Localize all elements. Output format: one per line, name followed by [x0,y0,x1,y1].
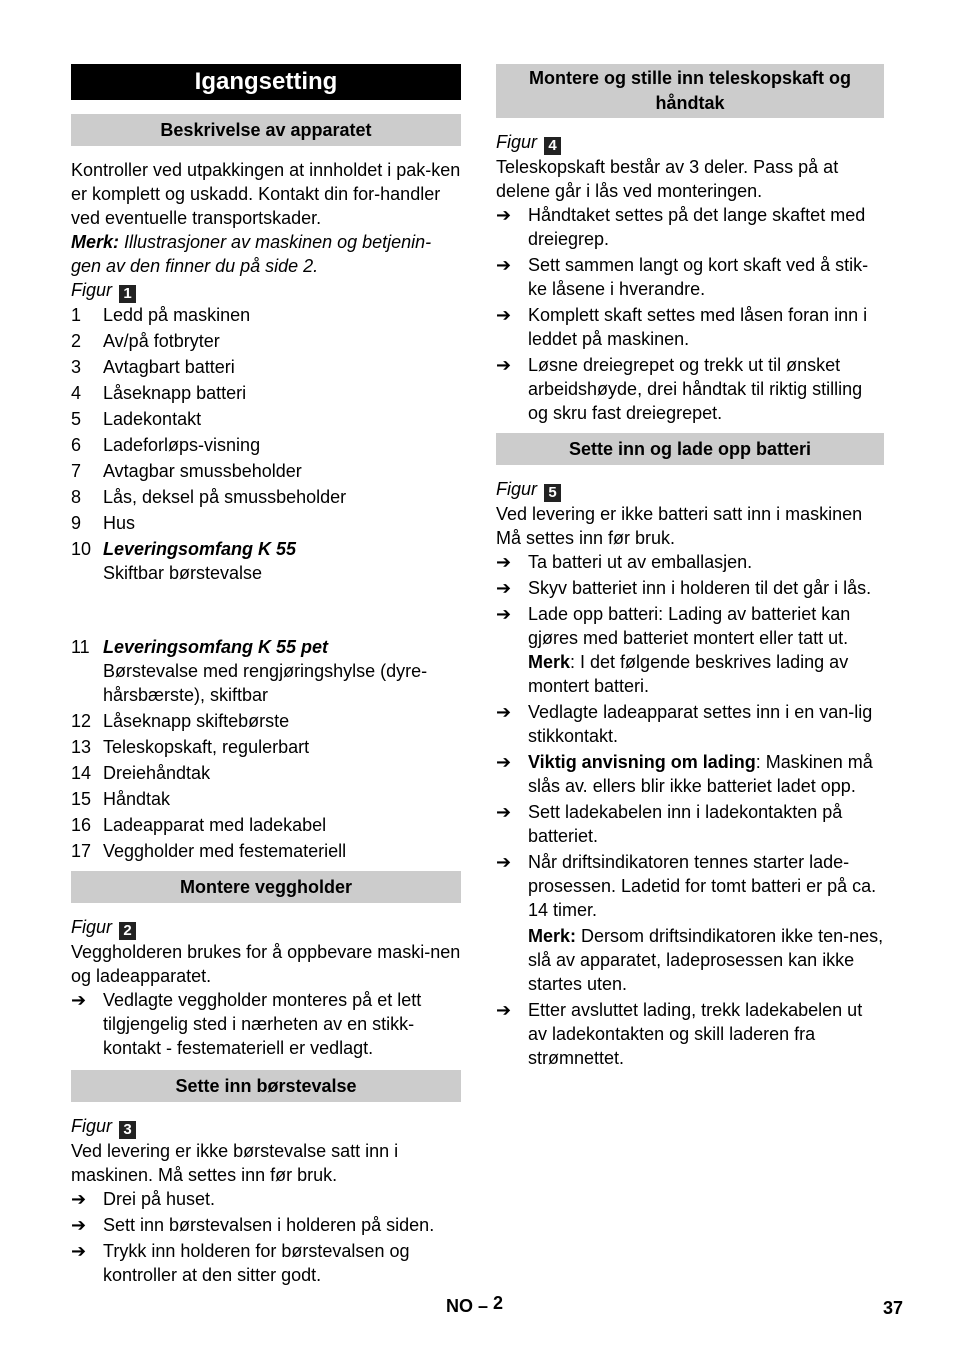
arrow-right-icon: ➔ [496,255,512,275]
item-label: Låseknapp batteri [103,383,247,403]
parts-list-delivery [71,537,461,707]
item-label: Leveringsomfang K 55 pet [103,637,329,657]
list-item [71,381,461,405]
list-item [71,355,461,379]
item-number: 1 [71,305,82,325]
step-text: Sett inn børstevalsen i holderen på siden. [103,1215,435,1235]
note-text: : I det følgende beskrives lading av montert batteri. [528,652,849,696]
item-number: 17 [71,841,92,861]
item-label: Avtagbart batteri [103,357,235,377]
item-label: Håndtak [103,789,171,809]
item-number: 13 [71,737,92,757]
item-number: 14 [71,763,92,783]
item-label: Ledd på maskinen [103,305,251,325]
list-item [496,203,884,251]
list-item [71,813,461,837]
teleskop-steps [496,203,884,425]
figure-ref-3 [71,1114,461,1139]
item-label: Hus [103,513,136,533]
item-number: 11 [71,637,90,657]
heading-batteri: Sette inn og lade opp batteri [496,433,884,465]
step-text: Ta batteri ut av emballasjen. [528,552,753,572]
list-item [71,459,461,483]
step-text: Håndtaket settes på det lange skaftet med dreiegrep. [528,205,866,249]
arrow-right-icon: ➔ [496,205,512,225]
step-text: Lade opp batteri: Lading av batteriet kan gjøres med batteriet montert eller tatt ut. [528,604,851,648]
list-item [496,800,884,848]
page-number: 37 [883,1298,904,1318]
item-label: Låseknapp skiftebørste [103,711,290,731]
teleskop-paragraph: Teleskopskaft består av 3 deler. Pass på at delene går i lås ved monteringen. [496,157,839,201]
list-item [71,709,461,733]
borstevalse-paragraph: Ved levering er ikke børstevalse satt inn i maskinen. Må settes inn før bruk. [71,1141,399,1185]
list-item [496,303,884,351]
figure-number-icon: 5 [544,484,561,502]
step-text: Trykk inn holderen for børstevalsen og kontroller at den sitter godt. [103,1241,410,1285]
figure-label: Figur [496,132,538,152]
step-text: Skyv batteriet inn i holderen til det går i lås. [528,578,872,598]
batteri-paragraph: Ved levering er ikke batteri satt inn i maskinen Må settes inn før bruk. [496,504,863,548]
item-label: Ladekontakt [103,409,202,429]
note-label: Merk [528,652,571,672]
figure-number-icon: 3 [119,1121,136,1139]
arrow-right-icon: ➔ [496,852,512,872]
item-label: Ladeapparat med ladekabel [103,815,327,835]
list-item [71,839,461,863]
note [71,230,461,278]
list-item [71,988,461,1060]
arrow-right-icon: ➔ [496,1000,512,1020]
item-number: 8 [71,487,82,507]
figure-ref-5 [496,477,884,502]
intro-paragraph: Kontroller ved utpakkingen at innholdet i pak-ken er komplett og uskadd. Kontakt din for-handler ved eventuelle transportskader. [71,160,461,228]
heading-borstevalse: Sette inn børstevalse [71,1070,461,1102]
list-item [71,485,461,509]
parts-list [71,303,461,535]
step-text: Drei på huset. [103,1189,216,1209]
arrow-right-icon: ➔ [496,305,512,325]
step-text: : Maskinen må slås av. ellers blir ikke batteriet ladet opp. [528,752,873,796]
step-text: Sett ladekabelen inn i ladekontakten på batteriet. [528,802,843,846]
note-label: Merk: [71,232,120,252]
parts-list-2 [71,709,461,863]
borstevalse-steps [71,1187,461,1287]
item-label: Dreiehåndtak [103,763,211,783]
item-label: Leveringsomfang K 55 [103,539,297,559]
list-item [71,735,461,759]
figure-number-icon: 2 [119,922,136,940]
list-item [71,537,461,585]
list-item [496,576,884,600]
step-text: Sett sammen langt og kort skaft ved å stik-ke låsene i hverandre. [528,255,869,299]
list-item [496,550,884,574]
section-page: 2 [493,1293,504,1313]
item-number: 15 [71,789,92,809]
section-title: Igangsetting [71,64,461,100]
arrow-right-icon: ➔ [496,578,512,598]
figure-label: Figur [496,479,538,499]
item-sub: Skiftbar børstevalse [103,563,263,583]
step-text: Vedlagte ladeapparat settes inn i en van-lig stikkontakt. [528,702,873,746]
list-item [496,750,884,798]
step-text: Vedlagte veggholder monteres på et lett tilgjengelig sted i nærheten av en stikk-kontakt - festemateriell er vedlagt. [103,990,422,1058]
heading-beskrivelse: Beskrivelse av apparatet [71,114,461,146]
arrow-right-icon: ➔ [496,802,512,822]
item-number: 7 [71,461,82,481]
language-code: NO [446,1296,473,1316]
footer-language [446,1293,504,1317]
list-item [71,1187,461,1211]
list-item [71,433,461,457]
list-item [496,253,884,301]
figure-label: Figur [71,917,113,937]
list-item [71,407,461,431]
figure-ref-2 [71,915,461,940]
item-number: 3 [71,357,82,377]
note-text: Illustrasjoner av maskinen og betjenin-gen av den finner du på side 2. [71,232,432,276]
arrow-right-icon: ➔ [71,1215,87,1235]
list-item [71,511,461,535]
figure-label: Figur [71,1116,113,1136]
list-item [71,329,461,353]
figure-number-icon: 4 [544,137,561,155]
item-label: Lås, deksel på smussbeholder [103,487,347,507]
list-item [71,1239,461,1287]
figure-ref-1 [71,278,461,303]
item-label: Veggholder med festemateriell [103,841,347,861]
item-number: 6 [71,435,82,455]
list-item [71,303,461,327]
figure-label: Figur [71,280,113,300]
veggholder-paragraph: Veggholderen brukes for å oppbevare maski-nen og ladeapparatet. [71,942,461,986]
step-text: Når driftsindikatoren tennes starter lade-prosessen. Ladetid for tomt batteri er på ca. 14 timer. [528,852,877,920]
list-item [71,635,461,707]
arrow-right-icon: ➔ [71,1189,87,1209]
arrow-right-icon: ➔ [496,604,512,624]
step-text: Etter avsluttet lading, trekk ladekabelen ut av ladekontakten og skill laderen fra strømnettet. [528,1000,863,1068]
step-text: Komplett skaft settes med låsen foran inn i leddet på maskinen. [528,305,868,349]
item-label: Avtagbar smussbeholder [103,461,302,481]
list-item [71,1213,461,1237]
step-text: Løsne dreiegrepet og trekk ut til ønsket arbeidshøyde, drei håndtak til riktig stilling og skru fast dreiegrepet. [528,355,863,423]
figure-number-icon: 1 [119,285,136,303]
batteri-steps [496,550,884,1070]
note-text: Dersom driftsindikatoren ikke ten-nes, slå av apparatet, ladeprosessen kan ikke startes uten. [528,926,884,994]
step-bold: Viktig anvisning om lading [528,752,756,772]
item-number: 9 [71,513,82,533]
item-number: 16 [71,815,92,835]
item-label: Ladeforløps-visning [103,435,261,455]
step-note [528,924,884,996]
arrow-right-icon: ➔ [496,552,512,572]
left-column [71,64,461,1289]
item-number: 2 [71,331,82,351]
item-number: 5 [71,409,82,429]
list-item [71,787,461,811]
list-item [496,850,884,996]
item-label: Av/på fotbryter [103,331,220,351]
list-item [71,761,461,785]
item-label: Teleskopskaft, regulerbart [103,737,310,757]
item-number: 10 [71,539,92,559]
list-item [496,602,884,698]
list-item [496,353,884,425]
right-column [496,64,884,1072]
step-note [528,650,884,698]
arrow-right-icon: ➔ [496,355,512,375]
heading-teleskopskaft: Montere og stille inn teleskopskaft og håndtak [496,64,884,118]
separator: – [473,1296,494,1316]
item-number: 4 [71,383,82,403]
arrow-right-icon: ➔ [496,752,512,772]
arrow-right-icon: ➔ [71,990,87,1010]
arrow-right-icon: ➔ [496,702,512,722]
list-item [496,700,884,748]
item-sub: Børstevalse med rengjøringshylse (dyre-hårsbærste), skiftbar [103,661,428,705]
arrow-right-icon: ➔ [71,1241,87,1261]
heading-veggholder: Montere veggholder [71,871,461,903]
veggholder-steps [71,988,461,1060]
figure-ref-4 [496,130,884,155]
list-item [496,998,884,1070]
item-number: 12 [71,711,92,731]
note-label: Merk: [528,926,577,946]
